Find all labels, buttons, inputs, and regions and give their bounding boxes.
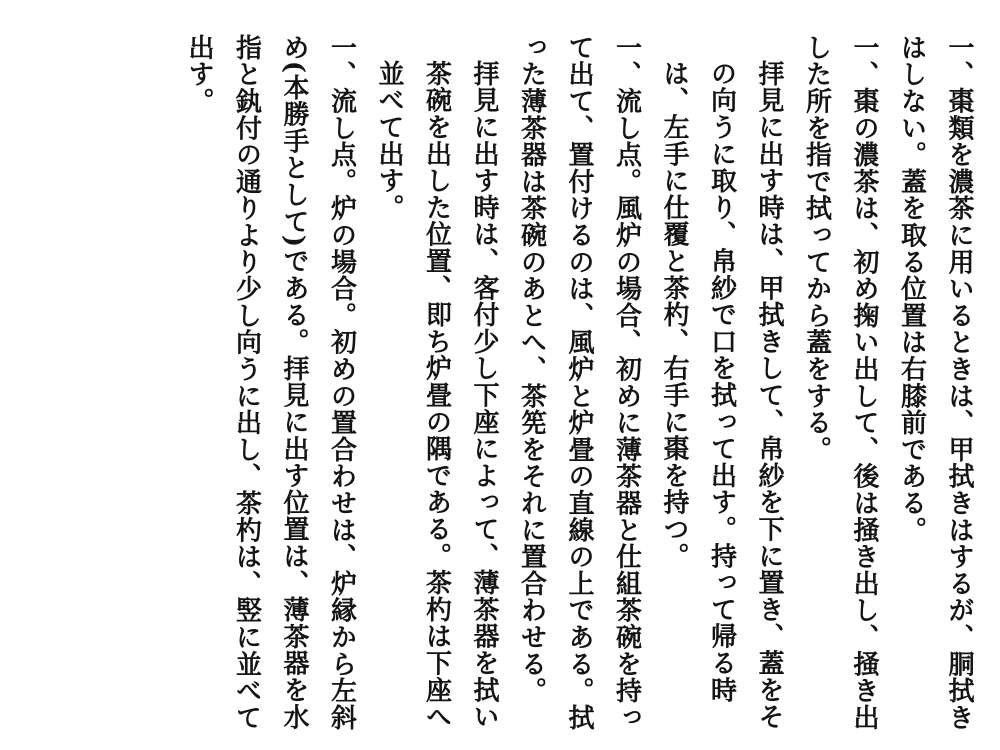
paragraph-indent-2: 拝見に出す時は、客付少し下座によって、薄茶器を拭い茶碗を出した位置、即ち炉畳の隅である。茶杓は下座へ並べて出す。 [374, 60, 499, 730]
document-page [152, 34, 982, 734]
paragraph-item-4: 一、流し点。炉の場合。初めの置合わせは、炉縁から左斜め(本勝手として)である。拝見に出す位置は、薄茶器を水指と釻付の通りより少し向うに出し、茶杓は、竪に並べて出す。 [184, 34, 357, 731]
paragraph-item-3: 一、流し点。風炉の場合、初めに薄茶器と仕組茶碗を持って出て、置付けるのは、風炉と炉畳の直線の上である。拭った薄茶器は茶碗のあとへ、茶筅をそれに置合わせる。 [516, 34, 642, 731]
paragraph-indent-1: 拝見に出す時は、甲拭きして、帛紗を下に置き、蓋をその向うに取り、帛紗で口を拭って出す。持って帰る時は、左手に仕覆と茶杓、右手に棗を持つ。 [659, 60, 784, 730]
paragraph-item-2: 一、棗の濃茶は、初め掬い出して、後は掻き出し、掻き出した所を指で拭ってから蓋をする。 [801, 34, 879, 731]
paragraph-item-1: 一、棗類を濃茶に用いるときは、甲拭きはするが、胴拭きはしない。蓋を取る位置は右膝前である。 [896, 34, 974, 731]
